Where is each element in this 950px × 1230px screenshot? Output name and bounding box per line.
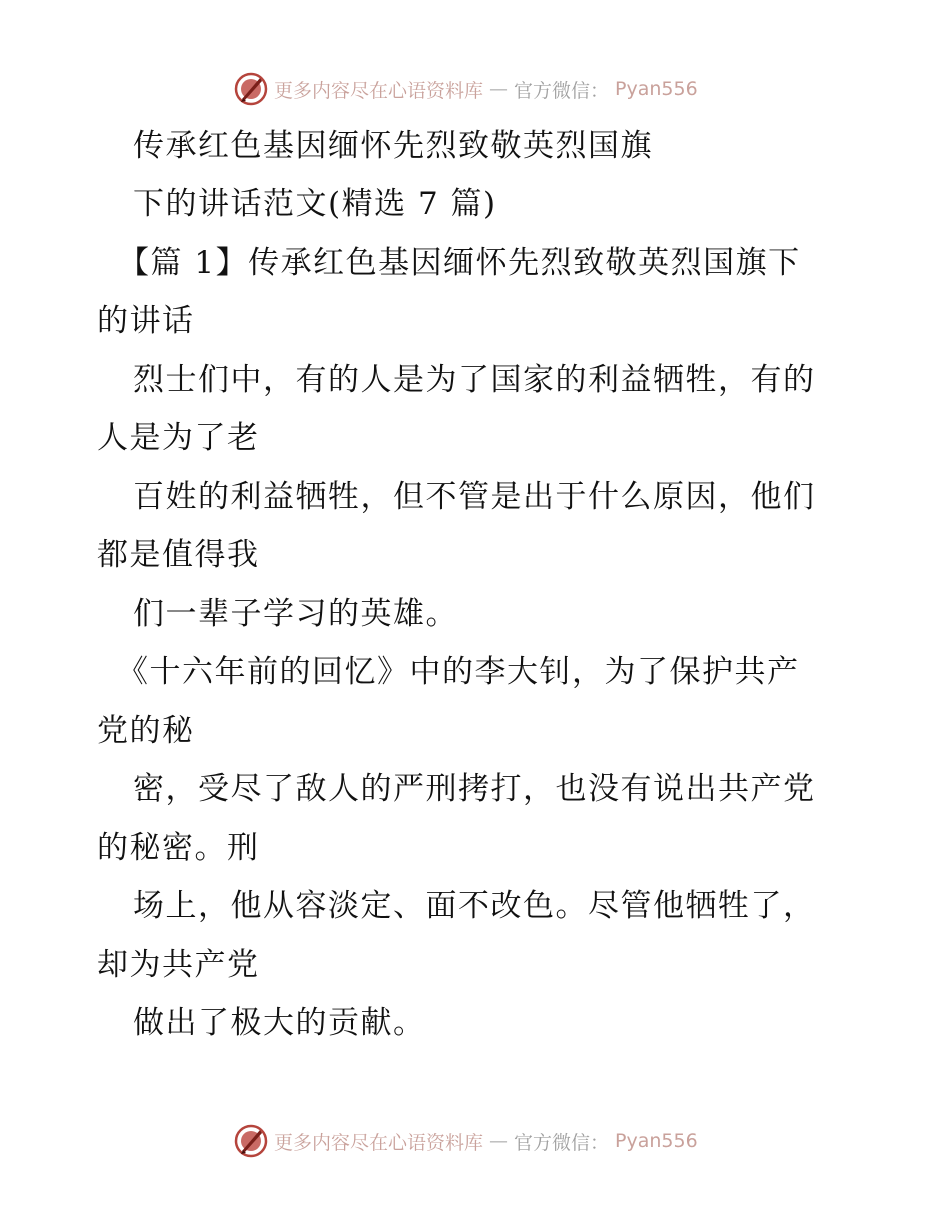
paragraph-line: 场上，他从容淡定、面不改色。尽管他牺牲了，	[133, 888, 816, 924]
paragraph-line: 却为共产党	[97, 947, 260, 983]
banner-wechat-label: 官方微信：	[514, 1131, 610, 1154]
watermark-banner-top	[234, 70, 698, 108]
paragraph-line: 党的秘	[97, 713, 195, 749]
watermark-banner-bottom	[234, 1122, 698, 1160]
quill-seal-icon	[234, 72, 268, 106]
paragraph-line: 做出了极大的贡献。	[133, 1005, 426, 1041]
banner-dash: —	[489, 1130, 509, 1152]
banner-wechat-id: Pyan556	[615, 78, 698, 100]
quill-seal-icon	[234, 1124, 268, 1158]
title-line-1: 传承红色基因缅怀先烈致敬英烈国旗	[133, 128, 653, 164]
section-heading-line-2: 的讲话	[97, 303, 195, 339]
section-heading-line-1: 【篇 1】传承红色基因缅怀先烈致敬英烈国旗下	[118, 245, 801, 281]
banner-wechat-label: 官方微信：	[514, 79, 610, 102]
paragraph-line: 《十六年前的回忆》中的李大钊，为了保护共产	[117, 654, 800, 690]
banner-wechat-id: Pyan556	[615, 1130, 698, 1152]
title-line-2: 下的讲话范文(精选 7 篇)	[133, 186, 497, 222]
paragraph-line: 百姓的利益牺牲，但不管是出于什么原因，他们	[133, 479, 816, 515]
banner-main-text: 更多内容尽在心语资料库	[274, 1131, 484, 1154]
paragraph-line: 的秘密。刑	[97, 830, 260, 866]
banner-main-text: 更多内容尽在心语资料库	[274, 79, 484, 102]
paragraph-line: 烈士们中，有的人是为了国家的利益牺牲，有的	[133, 362, 816, 398]
banner-dash: —	[489, 78, 509, 100]
paragraph-line: 都是值得我	[97, 537, 260, 573]
paragraph-line: 密，受尽了敌人的严刑拷打，也没有说出共产党	[133, 771, 816, 807]
paragraph-line: 们一辈子学习的英雄。	[133, 596, 458, 632]
paragraph-line: 人是为了老	[97, 420, 260, 456]
